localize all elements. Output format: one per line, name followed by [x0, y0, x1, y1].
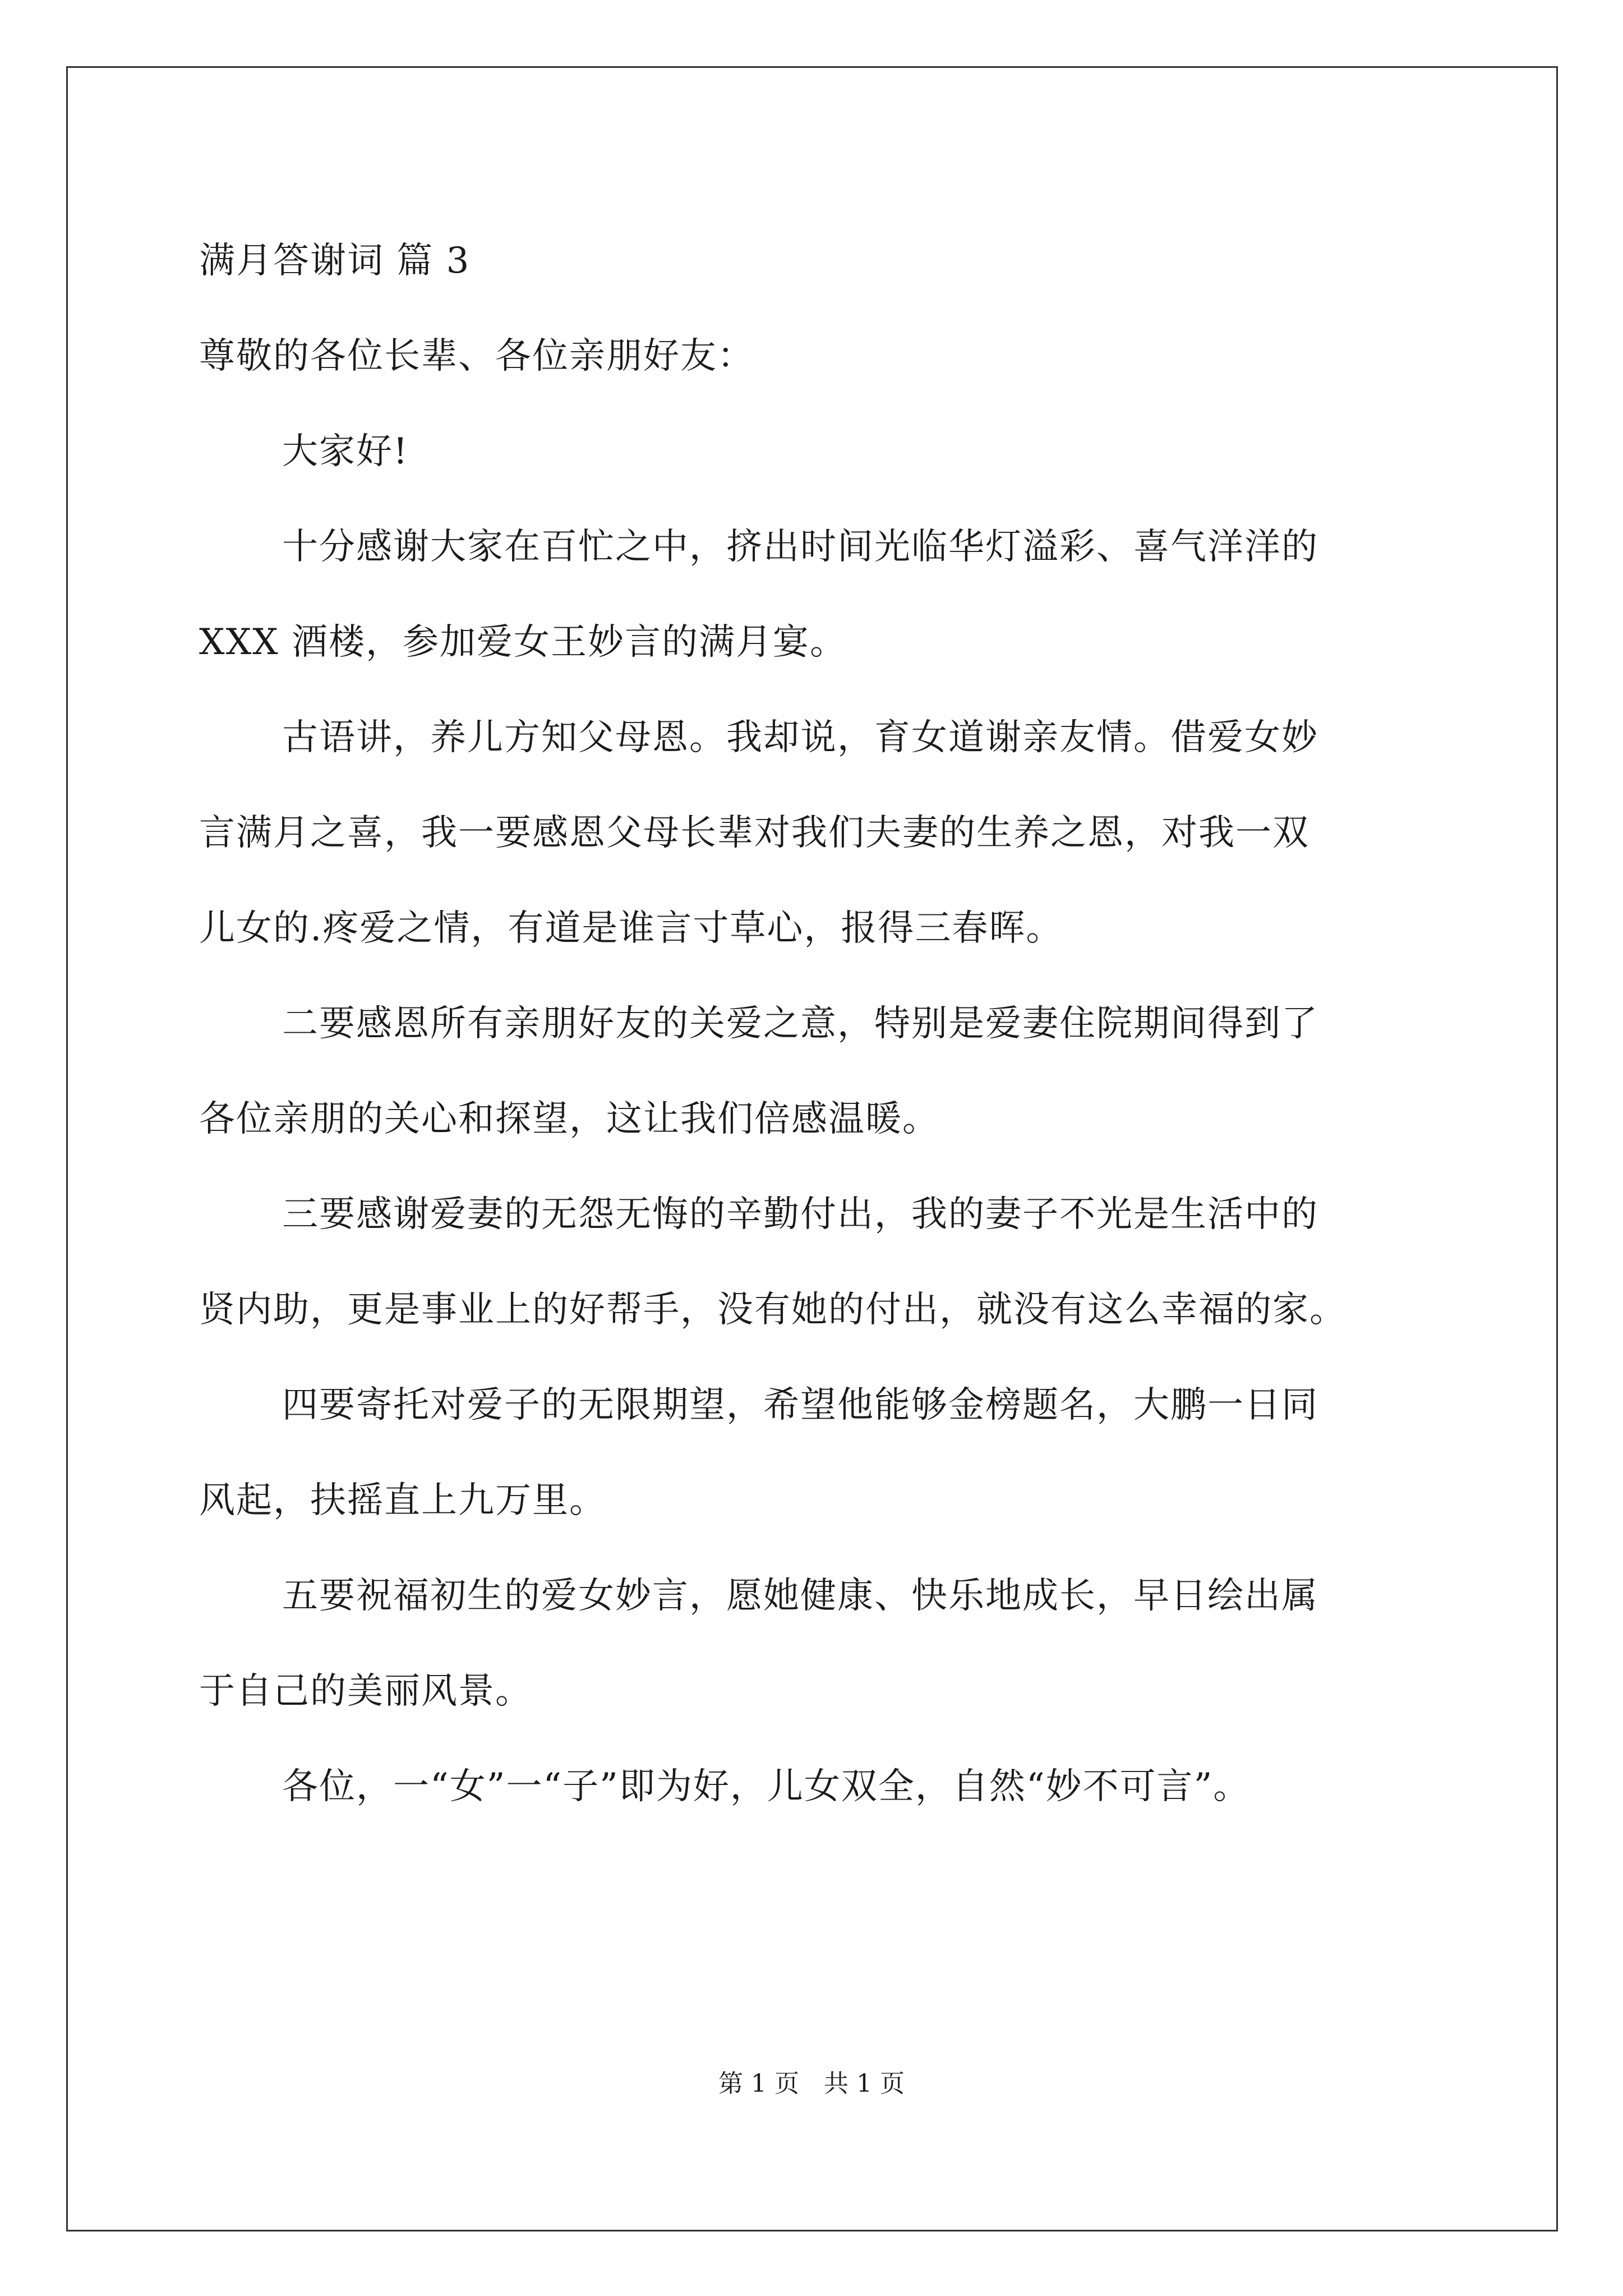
paragraph-line: 贤内助，更是事业上的好帮手，没有她的付出，就没有这么幸福的家。: [199, 1289, 1347, 1331]
paragraph-line: 二要感恩所有亲朋好友的关爱之意，特别是爱妻住院期间得到了: [282, 1003, 1318, 1045]
paragraph-line: 三要感谢爱妻的无怨无悔的辛勤付出，我的妻子不光是生活中的: [282, 1194, 1318, 1235]
paragraph-line: 于自己的美丽风景。: [199, 1671, 532, 1712]
paragraph-line: 儿女的.疼爱之情，有道是谁言寸草心，报得三春晖。: [199, 908, 1063, 949]
paragraph-line: XXX 酒楼，参加爱女王妙言的满月宴。: [199, 622, 847, 663]
paragraph-line: 大家好!: [282, 431, 409, 472]
document-title: 满月答谢词 篇 3: [199, 240, 471, 282]
paragraph-line: 风起，扶摇直上九万里。: [199, 1480, 606, 1521]
page-total: 共 1 页: [824, 2069, 905, 2098]
page-number: 第 1 页: [718, 2069, 799, 2098]
page-footer: [0, 2067, 1623, 2101]
paragraph-line: 言满月之喜，我一要感恩父母长辈对我们夫妻的生养之恩，对我一双: [199, 812, 1310, 854]
salutation: 尊敬的各位长辈、各位亲朋好友：: [199, 335, 754, 377]
paragraph-line: 各位，一“女”一“子”即为好，儿女双全，自然“妙不可言”。: [282, 1766, 1251, 1807]
paragraph-line: 各位亲朋的关心和探望，这让我们倍感温暖。: [199, 1098, 939, 1140]
document-body: [199, 213, 1433, 1834]
paragraph-line: 古语讲，养儿方知父母恩。我却说，育女道谢亲友情。借爱女妙: [282, 717, 1318, 758]
paragraph-line: 十分感谢大家在百忙之中，挤出时间光临华灯溢彩、喜气洋洋的: [282, 526, 1318, 568]
paragraph-line: 四要寄托对爱子的无限期望，希望他能够金榜题名，大鹏一日同: [282, 1384, 1318, 1426]
paragraph-line: 五要祝福初生的爱女妙言，愿她健康、快乐地成长，早日绘出属: [282, 1575, 1318, 1617]
